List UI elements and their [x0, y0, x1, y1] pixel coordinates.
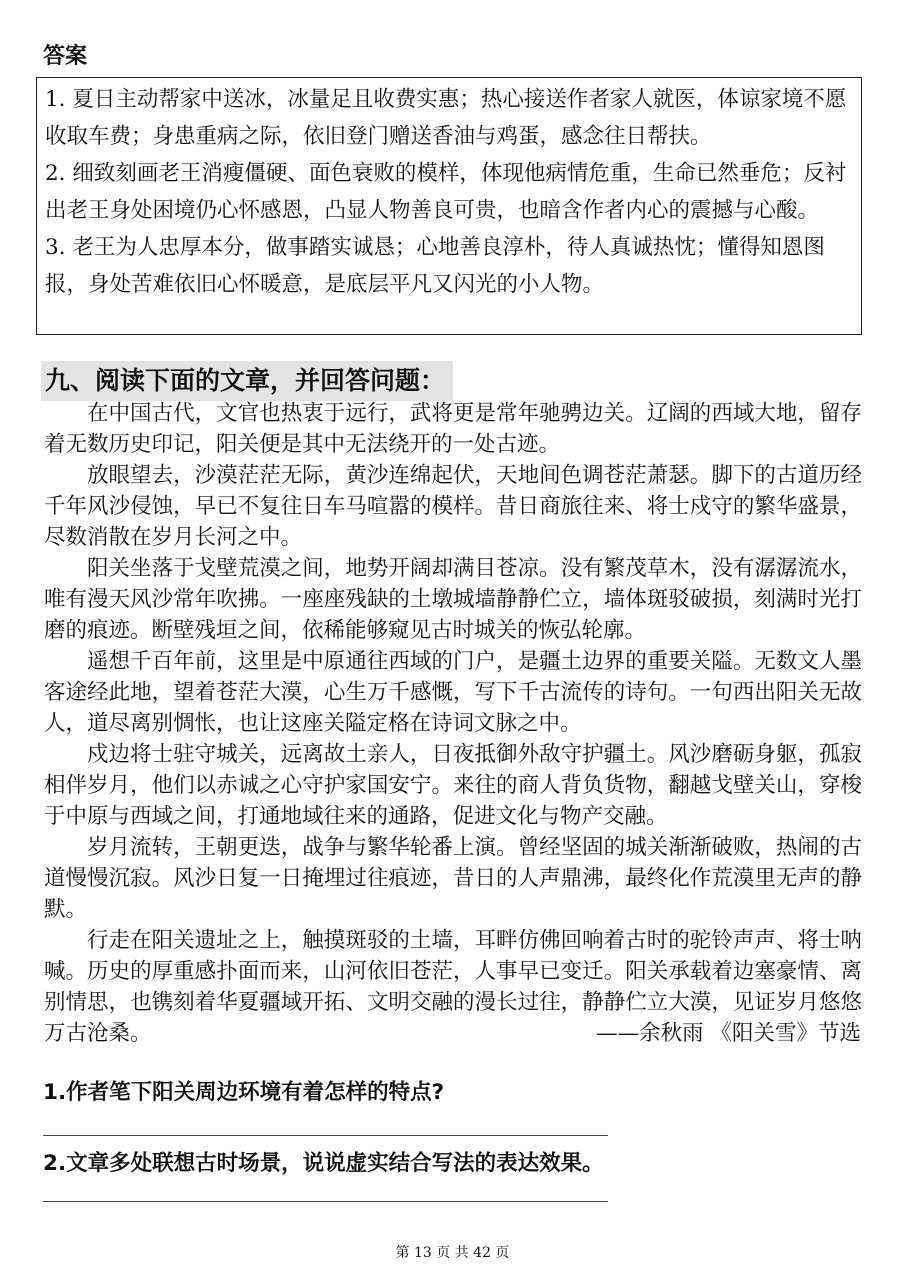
page-number: 第 13 页 共 42 页 — [395, 1245, 510, 1261]
article-paragraph: 阳关坐落于戈壁荒漠之间，地势开阔却满目苍凉。没有繁茂草木，没有潺潺流水，唯有漫天风沙常年吹拂。一座座残缺的土墩城墙静静伫立，墙体斑驳破损，刻满时光打磨的痕迹。断壁残垣之间，依稀能够窥见古时城关的恢弘轮廓。 — [44, 556, 862, 643]
article-attribution: ——余秋雨 《阳关雪》节选 — [596, 1021, 861, 1046]
answer-item: 2. 细致刻画老王消瘦僵硬、面色衰败的模样，体现他病情危重，生命已然垂危；反衬出老王身处困境仍心怀感恩，凸显人物善良可贵，也暗含作者内心的震撼与心酸。 — [45, 161, 847, 223]
article-paragraph: 戍边将士驻守城关，远离故土亲人，日夜抵御外敌守护疆土。风沙磨砺身躯，孤寂相伴岁月，他们以赤诚之心守护家国安宁。来往的商人背负货物，翻越戈壁关山，穿梭于中原与西域之间，打通地域往来的通路，促进文化与物产交融。 — [44, 742, 862, 829]
answer-line[interactable] — [43, 1135, 608, 1136]
answer-heading: 答案 — [43, 44, 88, 69]
article-body — [44, 398, 862, 1049]
article-paragraph: 遥想千百年前，这里是中原通往西域的门户，是疆土边界的重要关隘。无数文人墨客途经此地，望着苍茫大漠，心生万千感慨，写下千古流传的诗句。一句西出阳关无故人，道尽离别惆怅，也让这座关隘定格在诗词文脉之中。 — [44, 649, 862, 736]
question-2: 2.文章多处联想古时场景，说说虚实结合写法的表达效果。 — [43, 1151, 604, 1176]
article-paragraph: 岁月流转，王朝更迭，战争与繁华轮番上演。曾经坚固的城关渐渐破败，热闹的古道慢慢沉寂。风沙日复一日掩埋过往痕迹，昔日的人声鼎沸，最终化作荒漠里无声的静默。 — [44, 835, 862, 922]
article-paragraph: 在中国古代，文官也热衷于远行，武将更是常年驰骋边关。辽阔的西域大地，留存着无数历史印记，阳关便是其中无法绕开的一处古迹。 — [44, 401, 862, 457]
article-paragraph: 放眼望去，沙漠茫茫无际，黄沙连绵起伏，天地间色调苍茫萧瑟。脚下的古道历经千年风沙侵蚀，早已不复往日车马喧嚣的模样。昔日商旅往来、将士戍守的繁华盛景，尽数消散在岁月长河之中。 — [44, 463, 862, 550]
question-1: 1.作者笔下阳关周边环境有着怎样的特点? — [43, 1080, 445, 1105]
answer-box — [36, 77, 862, 335]
answer-item: 1. 夏日主动帮家中送冰，冰量足且收费实惠；热心接送作者家人就医，体谅家境不愿收取车费；身患重病之际，依旧登门赠送香油与鸡蛋，感念往日帮扶。 — [45, 87, 847, 149]
section-heading: 九、阅读下面的文章，并回答问题： — [41, 361, 453, 401]
answer-item: 3. 老王为人忠厚本分，做事踏实诚恳；心地善良淳朴，待人真诚热忱；懂得知恩图报，身处苦难依旧心怀暖意，是底层平凡又闪光的小人物。 — [45, 235, 825, 297]
article-paragraph: 行走在阳关遗址之上，触摸斑驳的土墙，耳畔仿佛回响着古时的驼铃声声、将士呐喊。历史的厚重感扑面而来，山河依旧苍茫，人事早已变迁。阳关承载着边塞豪情、离别情思，也镌刻着华夏疆域开拓、文明交融的漫长过往，静静伫立大漠，见证岁月悠悠万古沧桑。 — [44, 928, 862, 1046]
answer-line[interactable] — [43, 1201, 608, 1202]
